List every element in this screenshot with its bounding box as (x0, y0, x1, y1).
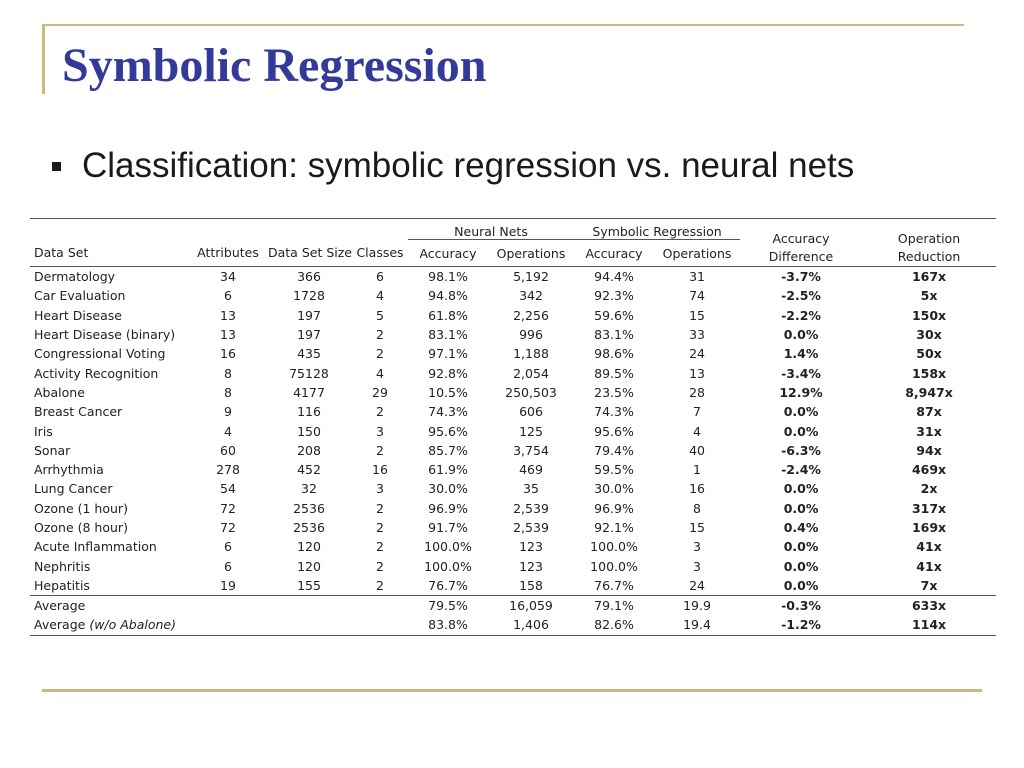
cell-classes: 6 (376, 269, 384, 285)
cell-accuracy-difference: -2.5% (781, 288, 821, 304)
cell-sr-operations: 3 (693, 539, 701, 555)
cell-nn-accuracy: 61.8% (428, 307, 468, 323)
cell-operation-reduction: 50x (916, 346, 942, 362)
cell-classes: 2 (376, 404, 384, 420)
sr-operations-header: Operations (654, 240, 740, 267)
dataset-header: Data Set (30, 240, 190, 267)
cell-sr-accuracy: 83.1% (594, 327, 634, 343)
table-row (30, 363, 996, 382)
cell-classes: 2 (376, 520, 384, 535)
cell-operation-reduction: 87x (916, 404, 942, 420)
cell-classes: 2 (376, 346, 384, 362)
cell-classes: 4 (376, 365, 384, 381)
table-row (30, 537, 996, 556)
cell-nn-operations: 125 (519, 423, 543, 439)
table-row (30, 325, 996, 344)
cell-sr-operations: 15 (689, 520, 705, 535)
cell-accuracy-difference: 0.0% (783, 327, 819, 343)
cell-operation-reduction: 31x (916, 423, 942, 439)
cell-size: 208 (297, 442, 321, 458)
cell-dataset: Congressional Voting (34, 346, 166, 362)
cell-size: 2536 (293, 520, 325, 535)
cell-operation-reduction: 94x (916, 442, 942, 458)
cell-attributes: 16 (220, 346, 236, 362)
cell-classes: 2 (376, 558, 384, 574)
cell-size: 1728 (293, 288, 325, 304)
cell-nn-accuracy: 30.0% (428, 481, 468, 497)
table-row (30, 402, 996, 421)
table-row (30, 421, 996, 440)
cell-accuracy-difference: 0.0% (783, 500, 819, 516)
cell-dataset: Breast Cancer (34, 404, 123, 420)
cell-attributes: 34 (220, 269, 236, 285)
cell-operation-reduction: 30x (916, 327, 942, 343)
cell-nn-accuracy: 79.5% (408, 596, 488, 616)
cell-size: 120 (297, 558, 321, 574)
cell-operation-reduction: 2x (920, 481, 938, 497)
cell-sr-operations: 7 (693, 404, 701, 420)
cell-nn-accuracy: 97.1% (428, 346, 468, 362)
table-body (30, 267, 996, 636)
average-label: Average (34, 617, 90, 633)
cell-sr-accuracy: 82.6% (574, 615, 654, 635)
cell-size: 116 (297, 404, 321, 420)
cell-dataset: Ozone (1 hour) (34, 500, 128, 516)
table-row (30, 576, 996, 596)
cell-nn-operations: 2,539 (513, 520, 549, 535)
cell-sr-operations: 33 (689, 327, 705, 343)
cell-sr-accuracy: 23.5% (594, 384, 634, 400)
cell-operation-reduction: 114x (862, 615, 996, 635)
cell-operation-reduction: 633x (862, 596, 996, 616)
cell-nn-operations: 1,188 (513, 346, 549, 362)
cell-size: 32 (301, 481, 317, 497)
table-row (30, 479, 996, 498)
cell-classes (352, 615, 408, 635)
cell-operation-reduction: 150x (911, 307, 947, 323)
cell-nn-accuracy: 83.8% (408, 615, 488, 635)
cell-sr-accuracy: 74.3% (594, 404, 634, 420)
cell-attributes: 6 (224, 288, 232, 304)
cell-attributes (190, 596, 266, 616)
accuracy-difference-line2: Difference (768, 249, 834, 264)
cell-sr-operations: 3 (693, 558, 701, 574)
cell-sr-operations: 13 (689, 365, 705, 381)
cell-sr-operations: 31 (689, 269, 705, 285)
classes-header: Classes (352, 240, 408, 267)
nn-accuracy-header: Accuracy (408, 240, 488, 267)
cell-operation-reduction: 158x (911, 365, 947, 381)
cell-operation-reduction: 7x (920, 577, 938, 593)
results-table (30, 218, 996, 636)
cell-nn-operations: 606 (519, 404, 543, 420)
results-table-container (30, 218, 996, 636)
cell-size: 120 (297, 539, 321, 555)
cell-sr-operations: 19.9 (654, 596, 740, 616)
cell-sr-operations: 24 (689, 577, 705, 593)
cell-attributes: 9 (224, 404, 232, 420)
cell-nn-accuracy: 91.7% (428, 520, 468, 535)
cell-nn-operations: 3,754 (513, 442, 549, 458)
cell-nn-accuracy: 76.7% (428, 577, 468, 593)
cell-sr-accuracy: 30.0% (594, 481, 634, 497)
cell-sr-accuracy: 79.1% (574, 596, 654, 616)
cell-nn-operations: 5,192 (513, 269, 549, 285)
cell-operation-reduction: 5x (920, 288, 938, 304)
cell-size (266, 615, 352, 635)
cell-sr-accuracy: 76.7% (594, 577, 634, 593)
cell-dataset: Abalone (34, 384, 85, 400)
cell-classes: 29 (372, 384, 388, 400)
left-accent-bar (42, 24, 45, 94)
sr-accuracy-header: Accuracy (574, 240, 654, 267)
cell-size: 150 (297, 423, 321, 439)
table-row (30, 267, 996, 287)
cell-dataset: Arrhythmia (34, 462, 104, 478)
accuracy-difference-line1: Accuracy (772, 231, 830, 246)
cell-sr-accuracy: 98.6% (594, 346, 634, 362)
cell-dataset (30, 596, 190, 616)
cell-nn-operations: 16,059 (488, 596, 574, 616)
cell-attributes: 13 (220, 307, 236, 323)
cell-operation-reduction: 317x (911, 500, 947, 516)
cell-size: 366 (297, 269, 321, 285)
cell-dataset: Hepatitis (34, 577, 90, 593)
nn-operations-header: Operations (488, 240, 574, 267)
cell-nn-operations: 123 (519, 558, 543, 574)
top-rule-line (42, 24, 964, 26)
average-label: Average (34, 598, 86, 614)
cell-sr-operations: 40 (689, 442, 705, 458)
cell-accuracy-difference: 0.0% (783, 481, 819, 497)
cell-dataset: Dermatology (34, 269, 116, 285)
table-row (30, 383, 996, 402)
cell-sr-operations: 15 (689, 307, 705, 323)
cell-attributes: 278 (216, 462, 240, 478)
cell-accuracy-difference: -6.3% (781, 442, 821, 458)
cell-classes: 2 (376, 442, 384, 458)
cell-sr-accuracy: 92.1% (594, 520, 634, 535)
cell-sr-operations: 8 (693, 500, 701, 516)
cell-attributes (190, 615, 266, 635)
neural-nets-group-header: Neural Nets (408, 219, 574, 240)
cell-nn-accuracy: 92.8% (428, 365, 468, 381)
cell-sr-operations: 24 (689, 346, 705, 362)
accuracy-difference-header (740, 219, 862, 267)
cell-size: 4177 (293, 384, 325, 400)
cell-sr-accuracy: 59.6% (594, 307, 634, 323)
cell-sr-operations: 4 (693, 423, 701, 439)
cell-nn-operations: 250,503 (505, 384, 557, 400)
cell-operation-reduction: 469x (911, 462, 947, 478)
table-row (30, 556, 996, 575)
average-label-note: (w/o Abalone) (89, 617, 177, 633)
cell-attributes: 8 (224, 384, 232, 400)
cell-nn-accuracy: 83.1% (428, 327, 468, 343)
cell-classes: 2 (376, 327, 384, 343)
cell-size: 155 (297, 577, 321, 593)
cell-nn-operations: 2,256 (513, 307, 549, 323)
cell-nn-operations: 123 (519, 539, 543, 555)
cell-operation-reduction: 167x (911, 269, 947, 285)
cell-classes: 5 (376, 307, 384, 323)
cell-accuracy-difference: 0.0% (783, 404, 819, 420)
cell-classes: 2 (376, 500, 384, 516)
cell-attributes: 6 (224, 539, 232, 555)
cell-sr-accuracy: 96.9% (594, 500, 634, 516)
cell-sr-accuracy: 79.4% (594, 442, 634, 458)
cell-size: 435 (297, 346, 321, 362)
bottom-rule-line (42, 689, 982, 692)
slide-title: Symbolic Regression (62, 39, 487, 92)
cell-classes: 3 (376, 423, 384, 439)
table-row (30, 460, 996, 479)
table-row (30, 441, 996, 460)
cell-dataset: Nephritis (34, 558, 91, 574)
cell-accuracy-difference: -1.2% (740, 615, 862, 635)
square-bullet-icon (52, 162, 61, 171)
cell-classes: 2 (376, 577, 384, 593)
cell-size: 197 (297, 307, 321, 323)
cell-nn-accuracy: 85.7% (428, 442, 468, 458)
operation-reduction-header (862, 219, 996, 267)
cell-attributes: 54 (220, 481, 236, 497)
cell-sr-operations: 28 (689, 384, 705, 400)
average-row (30, 615, 996, 635)
cell-sr-accuracy: 59.5% (594, 462, 634, 478)
cell-nn-operations: 35 (523, 481, 539, 497)
bullet-point (52, 144, 854, 188)
cell-operation-reduction: 8,947x (905, 384, 953, 400)
cell-size: 2536 (293, 500, 325, 516)
cell-accuracy-difference: 0.0% (783, 423, 819, 439)
cell-nn-accuracy: 95.6% (428, 423, 468, 439)
cell-sr-accuracy: 92.3% (594, 288, 634, 304)
cell-sr-accuracy: 100.0% (590, 539, 638, 555)
cell-dataset: Acute Inflammation (34, 539, 157, 555)
operation-reduction-line2: Reduction (897, 249, 961, 264)
cell-nn-operations: 2,054 (513, 365, 549, 381)
cell-nn-accuracy: 100.0% (424, 558, 472, 574)
cell-dataset: Heart Disease (binary) (34, 327, 176, 343)
cell-accuracy-difference: -3.7% (781, 269, 821, 285)
dataset-size-header: Data Set Size (266, 240, 352, 267)
cell-accuracy-difference: 0.0% (783, 558, 819, 574)
cell-classes (352, 596, 408, 616)
cell-sr-operations: 74 (689, 288, 705, 304)
table-row (30, 306, 996, 325)
cell-size: 75128 (289, 365, 329, 381)
cell-nn-accuracy: 74.3% (428, 404, 468, 420)
operation-reduction-line1: Operation (897, 231, 961, 246)
cell-size (266, 596, 352, 616)
cell-sr-operations: 16 (689, 481, 705, 497)
cell-nn-accuracy: 98.1% (428, 269, 468, 285)
cell-attributes: 72 (220, 500, 236, 516)
attributes-header: Attributes (190, 240, 266, 267)
cell-nn-accuracy: 10.5% (428, 384, 468, 400)
cell-accuracy-difference: 12.9% (779, 384, 823, 400)
cell-dataset (30, 615, 190, 635)
cell-accuracy-difference: 0.0% (783, 539, 819, 555)
cell-classes: 3 (376, 481, 384, 497)
cell-attributes: 72 (220, 520, 236, 535)
cell-nn-operations: 2,539 (513, 500, 549, 516)
cell-attributes: 19 (220, 577, 236, 593)
cell-accuracy-difference: -3.4% (781, 365, 821, 381)
cell-classes: 16 (372, 462, 388, 478)
cell-dataset: Activity Recognition (34, 365, 159, 381)
cell-dataset: Heart Disease (34, 307, 122, 323)
cell-attributes: 60 (220, 442, 236, 458)
cell-size: 452 (297, 462, 321, 478)
cell-dataset: Iris (34, 423, 53, 439)
cell-nn-operations: 158 (519, 577, 543, 593)
cell-nn-operations: 1,406 (488, 615, 574, 635)
cell-operation-reduction: 41x (916, 539, 942, 555)
cell-nn-accuracy: 94.8% (428, 288, 468, 304)
cell-nn-accuracy: 100.0% (424, 539, 472, 555)
table-row (30, 499, 996, 518)
cell-dataset: Ozone (8 hour) (34, 520, 128, 535)
cell-sr-operations: 1 (693, 462, 701, 478)
cell-accuracy-difference: -2.4% (781, 462, 821, 478)
cell-nn-accuracy: 61.9% (428, 462, 468, 478)
average-row (30, 596, 996, 616)
cell-classes: 4 (376, 288, 384, 304)
cell-dataset: Car Evaluation (34, 288, 126, 304)
cell-nn-operations: 996 (519, 327, 543, 343)
cell-accuracy-difference: -2.2% (781, 307, 821, 323)
table-row (30, 344, 996, 363)
cell-sr-accuracy: 94.4% (594, 269, 634, 285)
cell-sr-accuracy: 100.0% (590, 558, 638, 574)
cell-accuracy-difference: 0.4% (783, 520, 819, 535)
cell-sr-accuracy: 89.5% (594, 365, 634, 381)
cell-attributes: 13 (220, 327, 236, 343)
cell-dataset: Lung Cancer (34, 481, 113, 497)
symbolic-regression-group-header: Symbolic Regression (574, 219, 740, 240)
cell-size: 197 (297, 327, 321, 343)
cell-classes: 2 (376, 539, 384, 555)
cell-accuracy-difference: 0.0% (783, 577, 819, 593)
table-row (30, 286, 996, 305)
cell-accuracy-difference: 1.4% (783, 346, 819, 362)
cell-sr-accuracy: 95.6% (594, 423, 634, 439)
bullet-text: Classification: symbolic regression vs. neural nets (82, 146, 855, 185)
cell-attributes: 6 (224, 558, 232, 574)
table-row (30, 518, 996, 537)
cell-sr-operations: 19.4 (654, 615, 740, 635)
cell-nn-operations: 342 (519, 288, 543, 304)
cell-nn-operations: 469 (519, 462, 543, 478)
cell-nn-accuracy: 96.9% (428, 500, 468, 516)
cell-attributes: 4 (224, 423, 232, 439)
cell-operation-reduction: 169x (911, 520, 947, 535)
cell-dataset: Sonar (34, 442, 71, 458)
cell-attributes: 8 (224, 365, 232, 381)
cell-accuracy-difference: -0.3% (740, 596, 862, 616)
cell-operation-reduction: 41x (916, 558, 942, 574)
